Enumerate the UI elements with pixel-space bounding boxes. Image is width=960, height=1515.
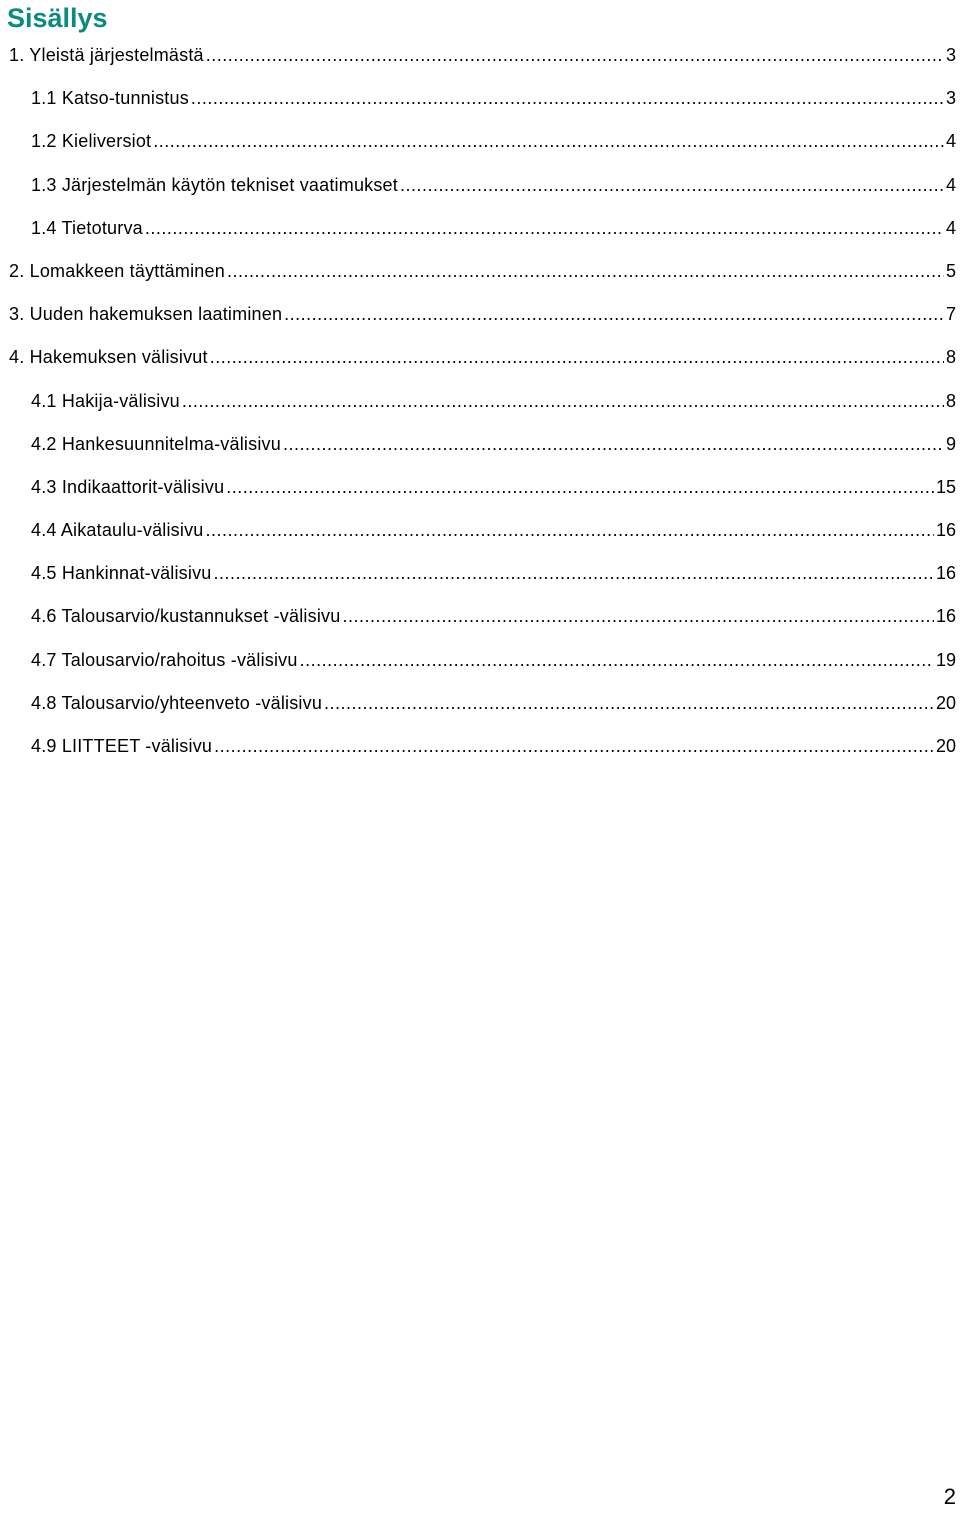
toc-dot-leader bbox=[227, 250, 944, 293]
toc-entry-label: 4. Hakemuksen välisivut bbox=[9, 347, 208, 368]
toc-dot-leader bbox=[210, 336, 944, 379]
toc-entry[interactable] bbox=[0, 423, 960, 466]
toc-entry-label: 4.1 Hakija-välisivu bbox=[31, 390, 180, 411]
toc-entry-label: 4.3 Indikaattorit-välisivu bbox=[31, 476, 225, 497]
toc-dot-leader bbox=[206, 34, 944, 77]
toc-entry[interactable] bbox=[0, 466, 960, 509]
toc-entry[interactable] bbox=[0, 509, 960, 552]
toc-dot-leader bbox=[284, 293, 944, 336]
toc-entry[interactable] bbox=[0, 77, 960, 120]
toc-entry-page: 20 bbox=[935, 692, 956, 713]
toc-entry-label: 4.6 Talousarvio/kustannukset -välisivu bbox=[31, 606, 341, 627]
toc-entry-page: 7 bbox=[945, 304, 956, 325]
toc-entry[interactable] bbox=[0, 682, 960, 725]
toc-entry[interactable] bbox=[0, 164, 960, 207]
toc-entry-label: 1.2 Kieliversiot bbox=[31, 131, 152, 152]
toc-dot-leader bbox=[145, 207, 944, 250]
table-of-contents bbox=[0, 34, 960, 768]
toc-dot-leader bbox=[153, 120, 944, 163]
page-number: 2 bbox=[943, 1484, 956, 1509]
toc-entry-label: 1. Yleistä järjestelmästä bbox=[9, 45, 204, 65]
toc-dot-leader bbox=[283, 423, 944, 466]
toc-dot-leader bbox=[324, 682, 934, 725]
toc-entry-page: 19 bbox=[935, 649, 956, 670]
toc-entry-page: 20 bbox=[935, 736, 956, 756]
toc-entry[interactable] bbox=[0, 380, 960, 423]
toc-entry-page: 4 bbox=[945, 217, 956, 238]
toc-entry[interactable] bbox=[0, 34, 960, 77]
toc-entry-label: 3. Uuden hakemuksen laatiminen bbox=[9, 304, 283, 325]
toc-entry-label: 1.3 Järjestelmän käytön tekniset vaatimukset bbox=[31, 174, 398, 195]
toc-entry-page: 16 bbox=[935, 606, 956, 627]
toc-dot-leader bbox=[182, 380, 944, 423]
toc-dot-leader bbox=[214, 725, 934, 768]
toc-dot-leader bbox=[206, 509, 934, 552]
toc-entry[interactable] bbox=[0, 120, 960, 163]
toc-entry-label: 1.1 Katso-tunnistus bbox=[31, 88, 189, 109]
toc-dot-leader bbox=[191, 77, 944, 120]
toc-entry[interactable] bbox=[0, 207, 960, 250]
toc-entry[interactable] bbox=[0, 725, 960, 768]
toc-entry-page: 15 bbox=[935, 476, 956, 497]
toc-entry-label: 2. Lomakkeen täyttäminen bbox=[9, 260, 225, 281]
toc-entry[interactable] bbox=[0, 595, 960, 638]
toc-entry-page: 9 bbox=[945, 433, 956, 454]
toc-entry-page: 8 bbox=[945, 390, 956, 411]
toc-entry[interactable] bbox=[0, 639, 960, 682]
toc-entry-page: 8 bbox=[945, 347, 956, 368]
toc-entry[interactable] bbox=[0, 552, 960, 595]
toc-entry-label: 4.7 Talousarvio/rahoitus -välisivu bbox=[31, 649, 298, 670]
toc-entry-page: 4 bbox=[945, 174, 956, 195]
toc-dot-leader bbox=[342, 595, 934, 638]
toc-entry-page: 3 bbox=[945, 45, 956, 65]
toc-entry-label: 4.5 Hankinnat-välisivu bbox=[31, 563, 212, 584]
toc-dot-leader bbox=[300, 639, 934, 682]
toc-entry-page: 16 bbox=[935, 563, 956, 584]
toc-entry-label: 4.4 Aikataulu-välisivu bbox=[31, 520, 204, 541]
toc-dot-leader bbox=[214, 552, 934, 595]
toc-entry-page: 3 bbox=[945, 88, 956, 109]
toc-entry-page: 5 bbox=[945, 260, 956, 281]
toc-entry-page: 16 bbox=[935, 520, 956, 541]
toc-entry-label: 1.4 Tietoturva bbox=[31, 217, 143, 238]
toc-entry[interactable] bbox=[0, 336, 960, 379]
toc-entry-page: 4 bbox=[945, 131, 956, 152]
toc-entry-label: 4.2 Hankesuunnitelma-välisivu bbox=[31, 433, 281, 454]
toc-title: Sisällys bbox=[7, 3, 108, 33]
toc-dot-leader bbox=[400, 164, 944, 207]
toc-dot-leader bbox=[226, 466, 934, 509]
toc-entry[interactable] bbox=[0, 250, 960, 293]
toc-entry-label: 4.8 Talousarvio/yhteenveto -välisivu bbox=[31, 692, 323, 713]
toc-entry[interactable] bbox=[0, 293, 960, 336]
toc-entry-label: 4.9 LIITTEET -välisivu bbox=[31, 736, 213, 756]
